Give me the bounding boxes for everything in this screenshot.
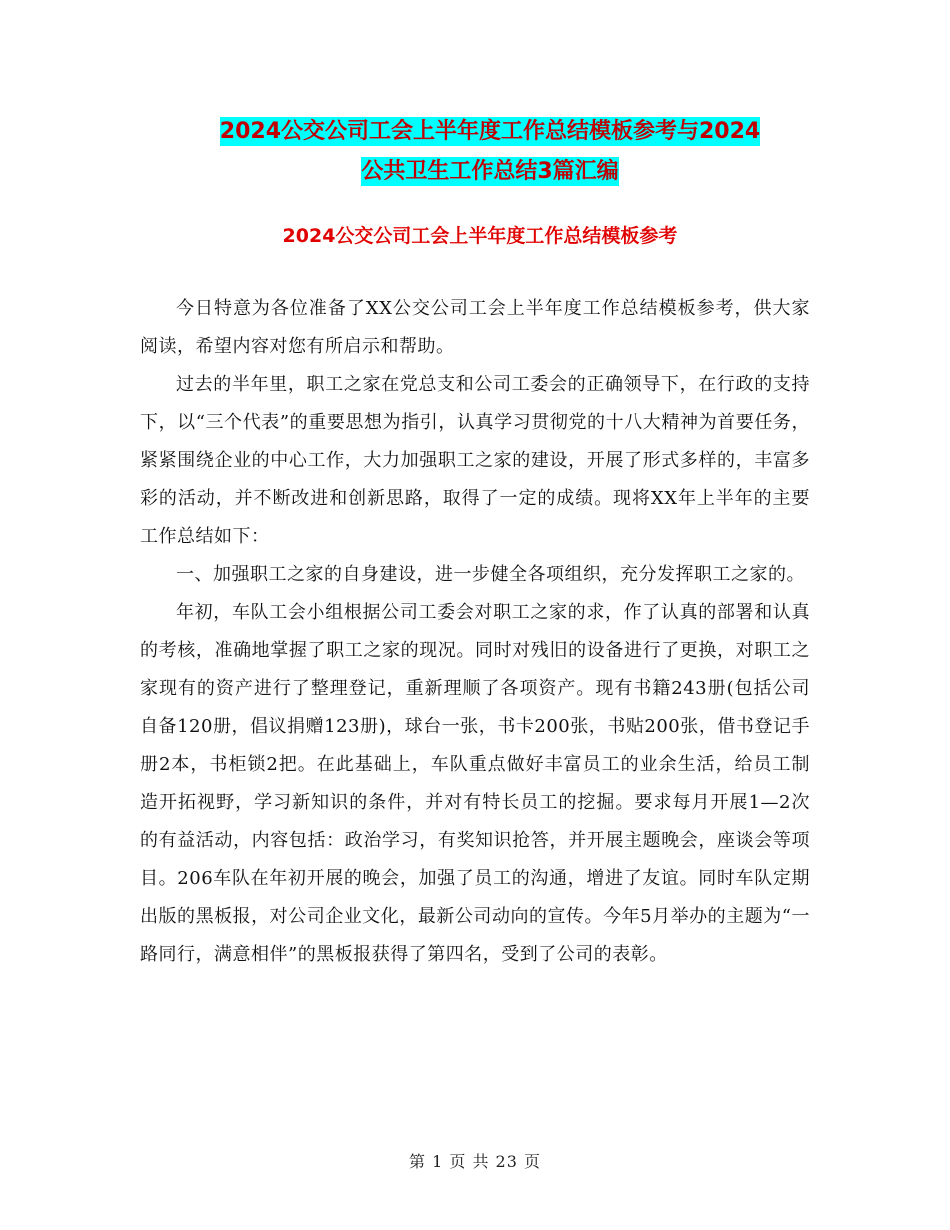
title-line-1: 2024公交公司工会上半年度工作总结模板参考与2024 — [219, 119, 761, 144]
paragraph-intro: 今日特意为各位准备了XX公交公司工会上半年度工作总结模板参考，供大家阅读，希望内容对您有所启示和帮助。 — [140, 298, 810, 357]
paragraph-heading-one: 一、加强职工之家的自身建设，进一步健全各项组织，充分发挥职工之家的。 — [176, 564, 805, 585]
paragraph-overview: 过去的半年里，职工之家在党总支和公司工委会的正确领导下，在行政的支持下，以“三个代表”的重要思想为指引，认真学习贯彻党的十八大精神为首要任务，紧紧围绕企业的中心工作，大力加强职工之家的建设，开展了形式多样的，丰富多彩的活动，并不断改进和创新思路，取得了一定的成绩。现将XX年上半年的主要工作总结如下： — [140, 374, 810, 547]
paragraph-details: 年初，车队工会小组根据公司工委会对职工之家的求，作了认真的部署和认真的考核，准确地掌握了职工之家的现况。同时对残旧的设备进行了更换，对职工之家现有的资产进行了整理登记，重新理顺了各项资产。现有书籍243册(包括公司自备120册，倡议捐赠123册)，球台一张，书卡200张，书贴200张，借书登记手册2本，书柜锁2把。在此基础上，车队重点做好丰富员工的业余生活，给员工制造开拓视野，学习新知识的条件，并对有特长员工的挖掘。要求每月开展1—2次的有益活动，内容包括：政治学习，有奖知识抢答，并开展主题晚会，座谈会等项目。206车队在年初开展的晚会，加强了员工的沟通，增进了友谊。同时车队定期出版的黑板报，对公司企业文化，最新公司动向的宣传。今年5月举办的主题为“一路同行，满意相伴”的黑板报获得了第四名，受到了公司的表彰。 — [140, 602, 810, 965]
document-body — [140, 290, 810, 974]
title-line-2: 公共卫生工作总结3篇汇编 — [361, 159, 619, 184]
page-number-footer: 第 1 页 共 23 页 — [409, 1152, 541, 1171]
document-title — [140, 112, 840, 192]
section-subtitle: 2024公交公司工会上半年度工作总结模板参考 — [282, 225, 678, 247]
